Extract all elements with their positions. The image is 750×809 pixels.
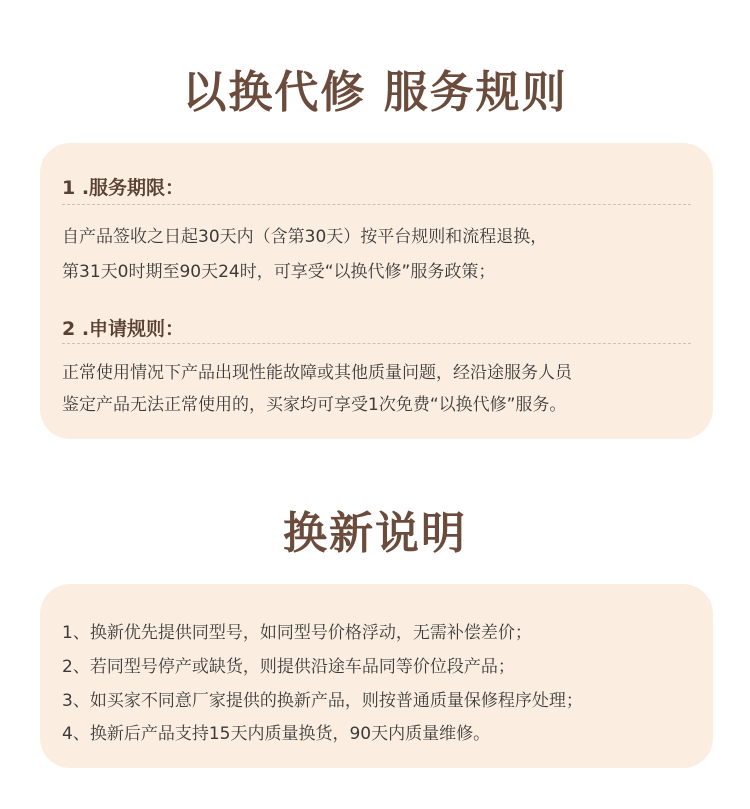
application-rules-line-2: 鉴定产品无法正常使用的，买家均可享受1次免费“以换代修”服务。 <box>62 395 567 415</box>
renewal-item: 2、若同型号停产或缺货，则提供沿途车品同等价位段产品； <box>62 657 515 677</box>
rules-title: 以换代修 服务规则 <box>182 67 568 118</box>
divider <box>62 204 691 205</box>
rules-card <box>40 143 713 439</box>
renewal-title: 换新说明 <box>283 508 467 559</box>
application-rules-line-1: 正常使用情况下产品出现性能故障或其他质量问题，经沿途服务人员 <box>62 363 572 383</box>
service-period-line-2: 第31天0时期至90天24时，可享受“以换代修”服务政策； <box>62 262 496 282</box>
divider <box>62 343 691 344</box>
renewal-card <box>40 584 713 768</box>
service-period-line-1: 自产品签收之日起30天内（含第30天）按平台规则和流程退换， <box>62 227 548 247</box>
section-heading-application-rules: 2 .申请规则： <box>62 318 185 340</box>
renewal-item: 1、换新优先提供同型号，如同型号价格浮动，无需补偿差价； <box>62 623 532 643</box>
section-heading-service-period: 1 .服务期限： <box>62 177 185 199</box>
renewal-item: 3、如买家不同意厂家提供的换新产品，则按普通质量保修程序处理； <box>62 691 583 711</box>
renewal-item: 4、换新后产品支持15天内质量换货，90天内质量维修。 <box>62 724 491 744</box>
